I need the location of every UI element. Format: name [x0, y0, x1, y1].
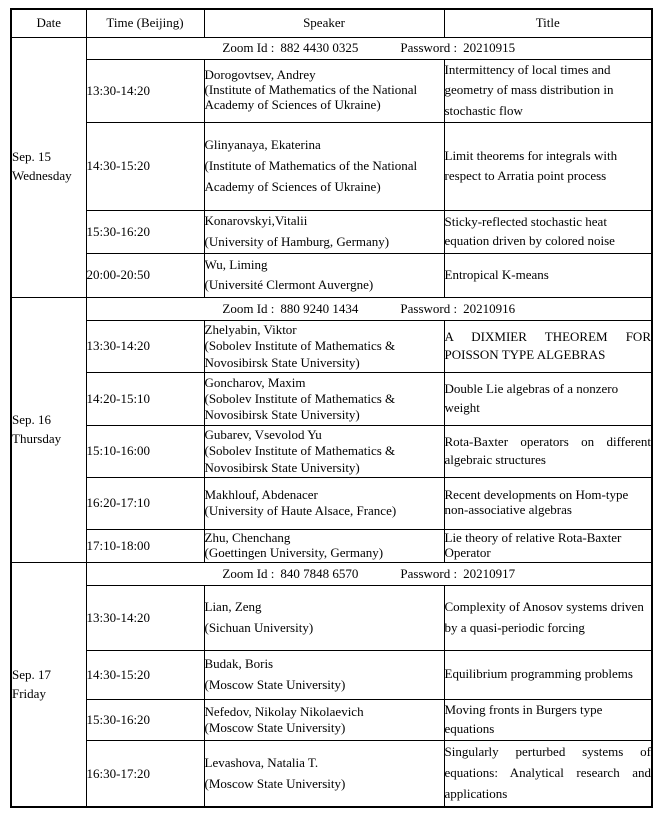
time-cell: 13:30-14:20	[86, 59, 204, 122]
talk-row	[11, 477, 652, 529]
talk-row	[11, 320, 652, 372]
password-value: 20210915	[463, 40, 516, 55]
talk-row	[11, 740, 652, 807]
talk-title: Recent developments on Hom-type non-associative algebras	[444, 477, 652, 529]
talk-title: Sticky-reflected stochastic heat equation driven by colored noise	[444, 210, 652, 253]
date-cell-sep15	[11, 37, 86, 297]
speaker-cell	[204, 650, 444, 699]
speaker-affiliation: (Université Clermont Auvergne)	[204, 277, 374, 293]
speaker-affiliation: (Sichuan University)	[204, 619, 314, 635]
talk-row	[11, 650, 652, 699]
talk-row	[11, 529, 652, 562]
password-label: Password :	[400, 40, 458, 55]
date-text: Sep. 15	[12, 149, 51, 165]
speaker-name: Gubarev, Vsevolod Yu	[204, 427, 322, 443]
speaker-name: Levashova, Natalia T.	[204, 754, 319, 770]
talk-title: Singularly perturbed systems of equations: Analytical research and applications	[444, 740, 652, 807]
talk-title: Rota-Baxter operators on different algebraic structures	[444, 425, 652, 477]
zoom-id-label: Zoom Id :	[222, 300, 275, 316]
password-value: 20210917	[463, 565, 516, 581]
speaker-affiliation: (Sobolev Institute of Mathematics & Novosibirsk State University)	[204, 390, 396, 423]
talk-title: Complexity of Anosov systems driven by a quasi-periodic forcing	[444, 585, 652, 650]
speaker-name: Nefedov, Nikolay Nikolaevich	[204, 703, 364, 719]
time-cell: 14:30-15:20	[86, 650, 204, 699]
talk-row	[11, 59, 652, 122]
talk-row	[11, 585, 652, 650]
talk-row	[11, 122, 652, 210]
talk-title: A DIXMIER THEOREM FOR POISSON TYPE ALGEBRAS	[444, 320, 652, 372]
talk-row	[11, 210, 652, 253]
speaker-cell	[204, 477, 444, 529]
talk-title: Intermittency of local times and geometry of mass distribution in stochastic flow	[444, 59, 652, 122]
speaker-name: Zhelyabin, Viktor	[204, 322, 297, 338]
talk-title: Lie theory of relative Rota-Baxter Operator	[444, 529, 652, 562]
date-text: Sep. 17	[12, 666, 51, 682]
weekday-text: Wednesday	[12, 168, 72, 184]
zoom-row-sep15	[11, 37, 652, 59]
speaker-cell	[204, 253, 444, 297]
time-cell: 15:30-16:20	[86, 699, 204, 740]
zoom-info-cell	[86, 37, 652, 59]
weekday-text: Friday	[12, 685, 46, 701]
speaker-cell	[204, 699, 444, 740]
header-speaker: Speaker	[204, 9, 444, 37]
speaker-name: Wu, Liming	[204, 256, 268, 272]
schedule-table	[10, 8, 653, 808]
password-label: Password :	[400, 300, 458, 316]
password-label: Password :	[400, 565, 458, 581]
speaker-cell	[204, 320, 444, 372]
zoom-info-cell	[86, 562, 652, 585]
speaker-name: Lian, Zeng	[204, 599, 262, 615]
speaker-affiliation: (Goettingen University, Germany)	[204, 544, 384, 560]
time-cell: 20:00-20:50	[86, 253, 204, 297]
header-title: Title	[444, 9, 652, 37]
talk-row	[11, 372, 652, 425]
date-cell-sep16	[11, 297, 86, 562]
time-cell: 13:30-14:20	[86, 320, 204, 372]
speaker-affiliation: (Moscow State University)	[204, 676, 346, 692]
talk-row	[11, 253, 652, 297]
speaker-affiliation: (University of Hamburg, Germany)	[204, 233, 390, 249]
speaker-cell	[204, 122, 444, 210]
speaker-affiliation: (Institute of Mathematics of the National Academy of Sciences of Ukraine)	[204, 157, 418, 194]
speaker-affiliation: (Sobolev Institute of Mathematics & Novosibirsk State University)	[204, 338, 396, 370]
talk-row	[11, 425, 652, 477]
speaker-affiliation: (Institute of Mathematics of the National Academy of Sciences of Ukraine)	[204, 82, 418, 113]
time-cell: 14:30-15:20	[86, 122, 204, 210]
zoom-row-sep17	[11, 562, 652, 585]
weekday-text: Thursday	[12, 430, 62, 446]
speaker-cell	[204, 210, 444, 253]
date-text: Sep. 16	[12, 412, 51, 428]
time-cell: 14:20-15:10	[86, 372, 204, 425]
time-cell: 16:20-17:10	[86, 477, 204, 529]
talk-title: Equilibrium programming problems	[444, 650, 652, 699]
header-time: Time (Beijing)	[86, 9, 204, 37]
zoom-id-label: Zoom Id :	[222, 565, 275, 581]
zoom-row-sep16	[11, 297, 652, 320]
speaker-cell	[204, 372, 444, 425]
speaker-name: Goncharov, Maxim	[204, 374, 306, 390]
speaker-cell	[204, 740, 444, 807]
zoom-id-value: 882 4430 0325	[280, 40, 359, 55]
time-cell: 13:30-14:20	[86, 585, 204, 650]
speaker-cell	[204, 425, 444, 477]
speaker-name: Makhlouf, Abdenacer	[204, 487, 318, 503]
time-cell: 17:10-18:00	[86, 529, 204, 562]
talk-title: Moving fronts in Burgers type equations	[444, 699, 652, 740]
time-cell: 16:30-17:20	[86, 740, 204, 807]
zoom-id-value: 880 9240 1434	[280, 300, 359, 316]
date-cell-sep17	[11, 562, 86, 807]
speaker-name: Dorogovtsev, Andrey	[204, 67, 316, 83]
speaker-affiliation: (Sobolev Institute of Mathematics & Novosibirsk State University)	[204, 443, 396, 475]
header-date: Date	[11, 9, 86, 37]
header-row	[11, 9, 652, 37]
time-cell: 15:10-16:00	[86, 425, 204, 477]
zoom-id-label: Zoom Id :	[222, 40, 275, 55]
zoom-info-cell	[86, 297, 652, 320]
speaker-cell	[204, 585, 444, 650]
speaker-name: Zhu, Chenchang	[204, 529, 291, 545]
speaker-affiliation: (University of Haute Alsace, France)	[204, 503, 397, 519]
password-value: 20210916	[463, 300, 516, 316]
talk-title: Double Lie algebras of a nonzero weight	[444, 372, 652, 425]
speaker-cell	[204, 529, 444, 562]
speaker-name: Glinyanaya, Ekaterina	[204, 137, 321, 153]
speaker-name: Konarovskyi,Vitalii	[204, 213, 308, 229]
time-cell: 15:30-16:20	[86, 210, 204, 253]
speaker-affiliation: (Moscow State University)	[204, 775, 346, 791]
talk-title: Limit theorems for integrals with respect to Arratia point process	[444, 122, 652, 210]
zoom-id-value: 840 7848 6570	[280, 565, 359, 581]
speaker-cell	[204, 59, 444, 122]
talk-row	[11, 699, 652, 740]
speaker-affiliation: (Moscow State University)	[204, 719, 346, 735]
talk-title: Entropical K-means	[444, 253, 652, 297]
speaker-name: Budak, Boris	[204, 656, 274, 672]
